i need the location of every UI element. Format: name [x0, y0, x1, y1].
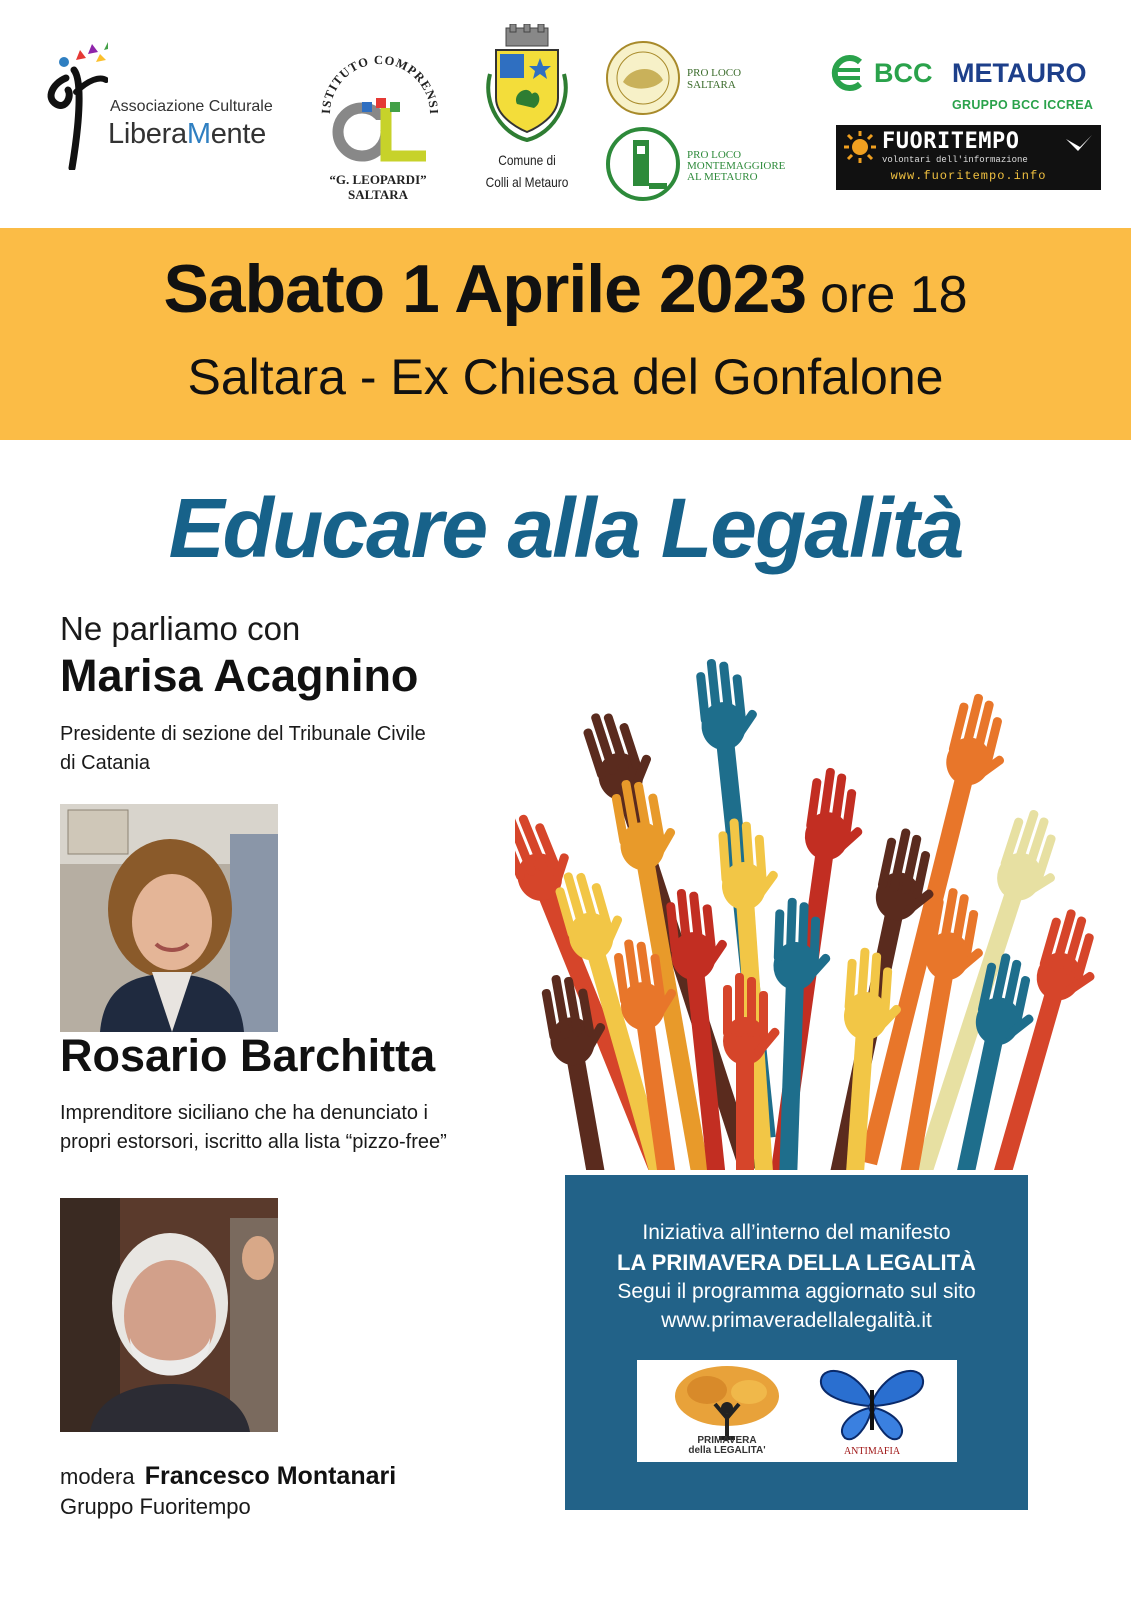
initiative-line3: Segui il programma aggiornato sul sito [617, 1280, 976, 1303]
speaker-2-portrait [60, 1198, 278, 1432]
proloco-saltara-line2: SALTARA [687, 79, 736, 91]
proloco-montemaggiore-tower-icon [605, 126, 681, 202]
speaker-2-desc-line1: Imprenditore siciliano che ha denunciato i [60, 1102, 428, 1124]
raised-hands-icon [515, 625, 1100, 1170]
proloco-saltara-logo [605, 40, 785, 115]
liberamente-name-part2: M [186, 118, 211, 150]
liberamente-subtitle: Associazione Culturale [110, 98, 273, 115]
bcc-metauro-logo [828, 52, 1098, 117]
liberamente-name-part3: ente [210, 118, 266, 150]
speaker-2-desc-line2: propri estorsori, iscritto alla lista “pizzo-free” [60, 1131, 447, 1153]
bcc-symbol-icon [828, 52, 870, 94]
metauro-label: METAURO [952, 58, 1087, 88]
initiative-line1: Iniziativa all’interno del manifesto [642, 1221, 951, 1244]
partner-logos [637, 1360, 957, 1462]
leopardi-arc-text: ISTITUTO COMPREN [318, 52, 438, 115]
speaker-1-description [60, 720, 530, 778]
moderator-name: Francesco Montanari [144, 1462, 397, 1490]
bird-icon [1064, 131, 1094, 161]
primavera-logo-line1: PRIMAVERA [697, 1435, 757, 1446]
comune-name: Colli al Metauro [485, 174, 569, 190]
fuoritempo-name: FUORITEMPO [882, 129, 1020, 154]
initiative-website[interactable]: www.primaveradellalegalità.it [661, 1309, 932, 1332]
liberamente-name [108, 118, 266, 151]
speaker-1-desc-line1: Presidente di sezione del Tribunale Civile [60, 723, 426, 745]
fuoritempo-url: www.fuoritempo.info [890, 169, 1047, 183]
speaker-2-description [60, 1099, 530, 1157]
speaker-1-photo [60, 804, 278, 1032]
coat-of-arms-icon [472, 24, 582, 149]
bcc-label: BCC [874, 58, 933, 88]
speaker-1-name: Marisa Acagnino [60, 650, 419, 701]
leopardi-town: SALTARA [348, 187, 408, 202]
moderator-prefix: modera [60, 1464, 135, 1489]
initiative-box [565, 1175, 1028, 1510]
proloco-montemaggiore-logo [605, 126, 805, 201]
intro-text: Ne parliamo con [60, 610, 301, 647]
event-time: ore 18 [820, 266, 968, 324]
date-line [0, 250, 1131, 328]
proloco-saltara-line1: PRO LOCO [687, 67, 742, 79]
proloco-montemaggiore-line1: PRO LOCO [687, 149, 742, 161]
speaker-1-portrait [60, 804, 278, 1032]
antimafia-logo-text: ANTIMAFIA [843, 1446, 901, 1457]
sun-icon [842, 129, 878, 165]
comune-label: Comune di [498, 152, 556, 168]
primavera-logo-line2: della LEGALITA' [688, 1445, 766, 1456]
bcc-group-label: GRUPPO BCC ICCREA [952, 98, 1094, 112]
primavera-tree-icon [667, 1364, 787, 1442]
liberamente-logo [36, 40, 296, 170]
fuoritempo-logo [836, 125, 1101, 190]
liberamente-name-part1: Libera [108, 118, 187, 150]
date-banner [0, 228, 1131, 440]
primavera-logo-text [667, 1436, 787, 1456]
moderator-group: Gruppo Fuoritempo [60, 1494, 251, 1519]
event-venue: Saltara - Ex Chiesa del Gonfalone [187, 349, 944, 405]
speaker-1-desc-line2: di Catania [60, 752, 151, 774]
leopardi-emblem-icon [318, 44, 438, 170]
liberamente-figure-icon [36, 40, 108, 170]
leopardi-name: “G. LEOPARDI” [329, 172, 427, 187]
proloco-montemaggiore-line2: MONTEMAGGIORE [687, 160, 786, 172]
proloco-saltara-seal-icon [605, 40, 681, 116]
butterfly-icon [817, 1362, 927, 1446]
fuoritempo-tagline: volontari dell'informazione [882, 155, 1028, 165]
sponsor-logos [0, 0, 1131, 228]
proloco-montemaggiore-line3: AL METAURO [687, 171, 758, 183]
speaker-2-photo [60, 1198, 278, 1432]
raised-hands-illustration [515, 625, 1100, 1170]
speaker-2-name: Rosario Barchitta [60, 1030, 436, 1081]
initiative-manifesto: LA PRIMAVERA DELLA LEGALITÀ [617, 1250, 976, 1275]
event-date: Sabato 1 Aprile 2023 [163, 251, 807, 327]
istituto-leopardi-logo [318, 44, 438, 204]
comune-colli-logo [472, 24, 582, 204]
moderator-line [60, 1462, 396, 1491]
event-title: Educare alla Legalità [168, 481, 963, 575]
